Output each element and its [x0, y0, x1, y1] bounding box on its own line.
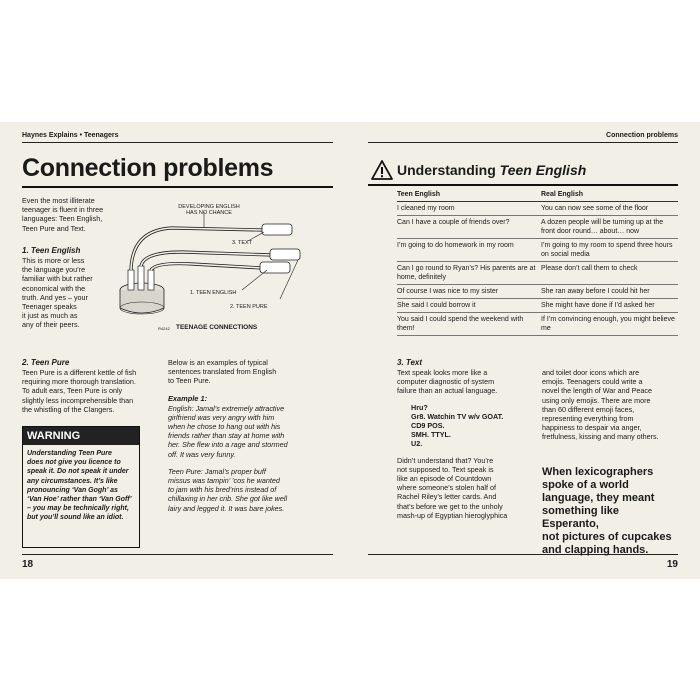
footer-rule-left: [22, 554, 333, 555]
diagram-label-teen-english: 1. TEEN ENGLISH: [190, 290, 237, 296]
table-row: Can I have a couple of friends over? A dozen people will be turning up at the front door round… about… now: [397, 216, 678, 239]
table-title-rule: [368, 184, 678, 186]
pull-quote: When lexicographers spoke of a world language, they meant something like Esperanto, not pictures of cupcakes and clapping hands.: [542, 466, 672, 556]
section2-heading: 2. Teen Pure: [22, 358, 70, 367]
ignition-leads-illustration: [112, 200, 334, 340]
title-rule: [22, 186, 333, 188]
section1-heading: 1. Teen English: [22, 246, 81, 255]
text-speak-example: Hru? Gr8. Watchin TV w/v GOAT. CD9 POS. SMH. TTYL. U2.: [411, 402, 504, 449]
table-row: Can I go round to Ryan’s? His parents are at home, definitely Please don’t call them to check: [397, 262, 678, 285]
figure-code: R4242: [158, 326, 170, 331]
table-row: I’m going to do homework in my room I’m going to my room to spend three hours on social media: [397, 239, 678, 262]
translation-table: [397, 190, 678, 336]
warning-box: [22, 426, 140, 548]
running-header-right: Connection problems: [606, 132, 678, 139]
table-title: Understanding Teen English: [397, 162, 587, 178]
example-column: Below is an examples of typical sentences translated from English to Teen Pure. Example 1: English: Jamal’s extremely attractive girlfriend was very angry with him when he chose to hang out with his friends rather than stay at home with her. She flew into a rage and stormed off. It was very funny. Teen Pure: Jamal’s proper buff missus was tampin’ ’cos he wanted to jam with his bred’rins instead of chillaxing in her crib. She got like well lairy and legged it. It was bare jokes.: [168, 358, 318, 513]
warning-title: WARNING: [23, 427, 139, 445]
table-row: I cleaned my room You can now see some of the floor: [397, 202, 678, 216]
section-text: 3. Text Text speak looks more like a computer diagnostic of system failure than an actual language. Hru? Gr8. Watchin TV w/v GOAT. CD9 POS. SMH. TTYL. U2. Didn’t understand that? You’re not supposed to. Text speak is like an episode of Countdown where someone’s stolen half of Rachel Riley’s letter cards. And that’s before we get to the unholy mash-up of Egyptian hieroglyphica: [397, 358, 532, 520]
table-row: She said I could borrow it She might have done if I’d asked her: [397, 299, 678, 313]
section3-heading: 3. Text: [397, 358, 423, 367]
diagram-label-teen-pure: 2. TEEN PURE: [230, 304, 268, 310]
table-header-row: [397, 190, 678, 202]
section-teen-english: 1. Teen English This is more or less the language you’re familiar with but rather economical with the truth. And yes – your Teenager speaks it just as much as any of their peers.: [22, 246, 132, 330]
teenage-connections-diagram: [112, 200, 334, 340]
running-header-left: Haynes Explains • Teenagers: [22, 132, 119, 139]
book-spread: [0, 122, 700, 579]
warning-triangle-icon: [371, 160, 393, 185]
page-title: Connection problems: [22, 154, 274, 182]
header-rule-right: [368, 142, 678, 143]
header-rule-left: [22, 142, 333, 143]
intro-paragraph: Even the most illiterate teenager is fluent in three languages: Teen English, Teen Pure and Text.: [22, 196, 104, 233]
section-teen-pure: 2. Teen Pure Teen Pure is a different kettle of fish requiring more thorough translation. To adult ears, Teen Pure is only slightly less incomprehensible than the whistling of the Clangers.: [22, 358, 152, 414]
table-header-teen: Teen English: [397, 191, 441, 198]
page-number-left: 18: [22, 559, 34, 570]
figure-caption: TEENAGE CONNECTIONS: [176, 324, 258, 331]
emoji-paragraph: and toilet door icons which are emojis. Teenagers could write a novel the length of War and Peace using only emojis. There are more than 60 different emoji faces, representing everything from happiness to despair via anger, fretfulness, kissing and many others.: [542, 368, 659, 442]
example-heading: Example 1:: [168, 393, 208, 403]
table-row: Of course I was nice to my sister She ran away before I could hit her: [397, 285, 678, 299]
diagram-label-top: DEVELOPING ENGLISH HAS NO CHANCE: [178, 204, 240, 216]
diagram-label-text: 3. TEXT: [232, 240, 253, 246]
table-header-real: Real English: [541, 191, 584, 198]
warning-body: Understanding Teen Pure does not give you licence to speak it. Do not speak it under any circumstances. It’s like pronouncing ‘Van Gogh’ as ‘Van Hoe’ rather than ‘Van Goff’ – you may be technically right, but you’ll sound like an idiot.: [27, 450, 132, 522]
page-number-right: 19: [666, 559, 678, 570]
footer-rule-right: [368, 554, 678, 555]
table-row: You said I could spend the weekend with them! If I’m convincing enough, you might believe me: [397, 313, 678, 336]
